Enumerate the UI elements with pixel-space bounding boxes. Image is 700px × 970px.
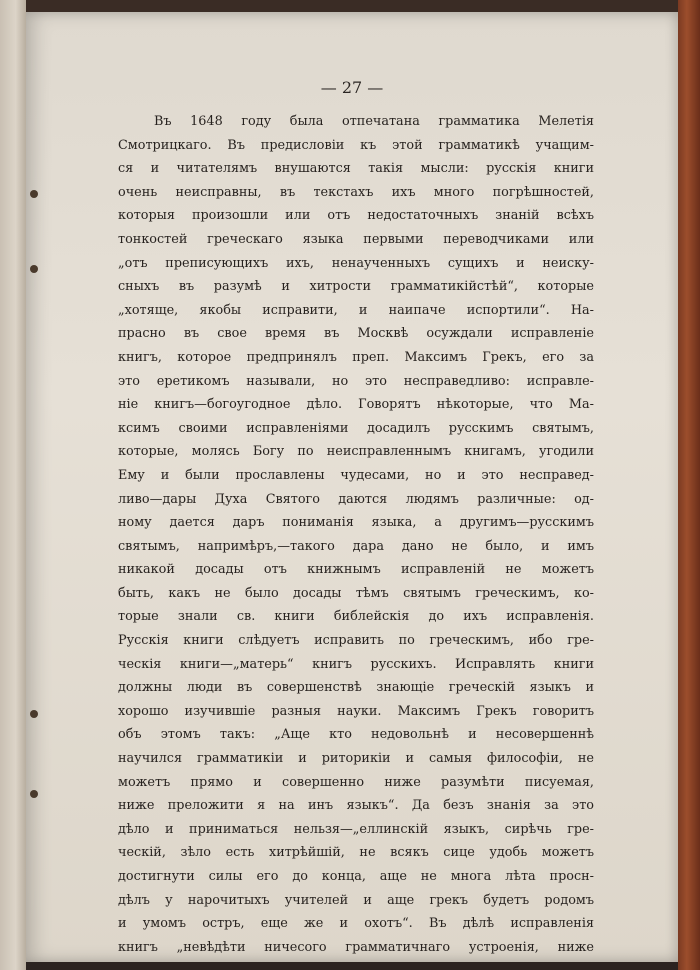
text-line: книгъ „невѣдѣти ничесого грамматичнаго устроенія, ниже bbox=[118, 939, 594, 955]
facing-page-edge bbox=[0, 0, 26, 970]
text-line: никакой досады отъ книжнымъ исправленій не можетъ bbox=[118, 562, 594, 578]
text-line: и умомъ остръ, еще же и охотъ“. Въ дѣлѣ исправленія bbox=[118, 916, 594, 932]
text-line: дѣло и приниматься нельзя—„еллинскій языкъ, сирѣчь гре- bbox=[118, 821, 594, 837]
text-line: Въ 1648 году была отпечатана грамматика Мелетія bbox=[154, 114, 594, 129]
text-line: тонкостей греческаго языка первыми переводчиками или bbox=[118, 231, 594, 247]
text-line: очень неисправны, въ текстахъ ихъ много погрѣшностей, bbox=[118, 184, 594, 200]
book-cover-edge bbox=[678, 0, 700, 970]
text-line: быть, какъ не было досады тѣмъ святымъ греческимъ, ко- bbox=[118, 585, 594, 601]
text-line: Ему и были прославлены чудесами, но и это несправед- bbox=[118, 467, 594, 483]
binding-hole bbox=[30, 265, 38, 273]
text-line: можетъ прямо и совершенно ниже разумѣти писуемая, bbox=[118, 774, 594, 790]
text-line: ся и читателямъ внушаются такія мысли: русскія книги bbox=[118, 161, 594, 177]
text-line: прасно въ свое время въ Москвѣ осуждали исправленіе bbox=[118, 326, 594, 342]
text-line: хорошо изучившіе разныя науки. Максимъ Грекъ говоритъ bbox=[118, 703, 594, 719]
text-line: ниже преложити я на инъ языкъ“. Да безъ знанія за это bbox=[118, 798, 594, 814]
text-line: „отъ преписующихъ ихъ, ненаученныхъ сущихъ и неиску- bbox=[118, 255, 594, 271]
text-line: которыя произошли или отъ недостаточныхъ знаній всѣхъ bbox=[118, 208, 594, 224]
page-text bbox=[118, 110, 594, 959]
binding-hole bbox=[30, 190, 38, 198]
text-line: научился грамматикіи и риторикіи и самыя философіи, не bbox=[118, 751, 594, 767]
text-line: объ этомъ такъ: „Аще кто недовольнѣ и несовершеннѣ bbox=[118, 727, 594, 743]
binding-hole bbox=[30, 710, 38, 718]
text-line: ніе книгъ—богоугодное дѣло. Говорятъ нѣкоторые, что Ма- bbox=[118, 397, 594, 413]
text-line: которые, молясь Богу по неисправленнымъ книгамъ, угодили bbox=[118, 444, 594, 460]
text-line: ксимъ своими исправленіями досадилъ русскимъ святымъ, bbox=[118, 420, 594, 436]
text-line: ческія книги—„матерь“ книгъ русскихъ. Исправлять книги bbox=[118, 656, 594, 672]
text-line: ному дается даръ пониманія языка, а другимъ—русскимъ bbox=[118, 515, 594, 531]
page-number: — 27 — bbox=[320, 78, 384, 97]
text-line: ческій, зѣло есть хитрѣйшій, не всякъ сице удобь можетъ bbox=[118, 845, 594, 861]
text-line: святымъ, напримѣръ,—такого дара дано не было, и имъ bbox=[118, 538, 594, 554]
text-line: достигнути силы его до конца, аще не многа лѣта просн- bbox=[118, 869, 594, 884]
text-line: это еретикомъ называли, но это несправедливо: исправле- bbox=[118, 373, 594, 389]
text-line: „хотяще, якобы исправити, и наипаче испортили“. На- bbox=[118, 302, 594, 318]
text-line: книгъ, которое предпринялъ преп. Максимъ Грекъ, его за bbox=[118, 349, 594, 365]
text-line: сныхъ въ разумѣ и хитрости грамматикійстѣй“, которые bbox=[118, 279, 594, 295]
text-line: ливо—дары Духа Святого даются людямъ различные: од- bbox=[118, 491, 594, 507]
text-line: Смотрицкаго. Въ предисловіи къ этой грамматикѣ учащим- bbox=[118, 137, 594, 153]
text-line: торые знали св. книги библейскія до ихъ исправленія. bbox=[118, 609, 594, 625]
binding-hole bbox=[30, 790, 38, 798]
text-line: дѣлъ у нарочитыхъ учителей и аще грекъ будетъ родомъ bbox=[118, 892, 594, 908]
text-line: Русскія книги слѣдуетъ исправить по греческимъ, ибо гре- bbox=[118, 633, 594, 649]
text-line: должны люди въ совершенствѣ знающіе греческій языкъ и bbox=[118, 680, 594, 696]
book-page bbox=[26, 12, 678, 962]
